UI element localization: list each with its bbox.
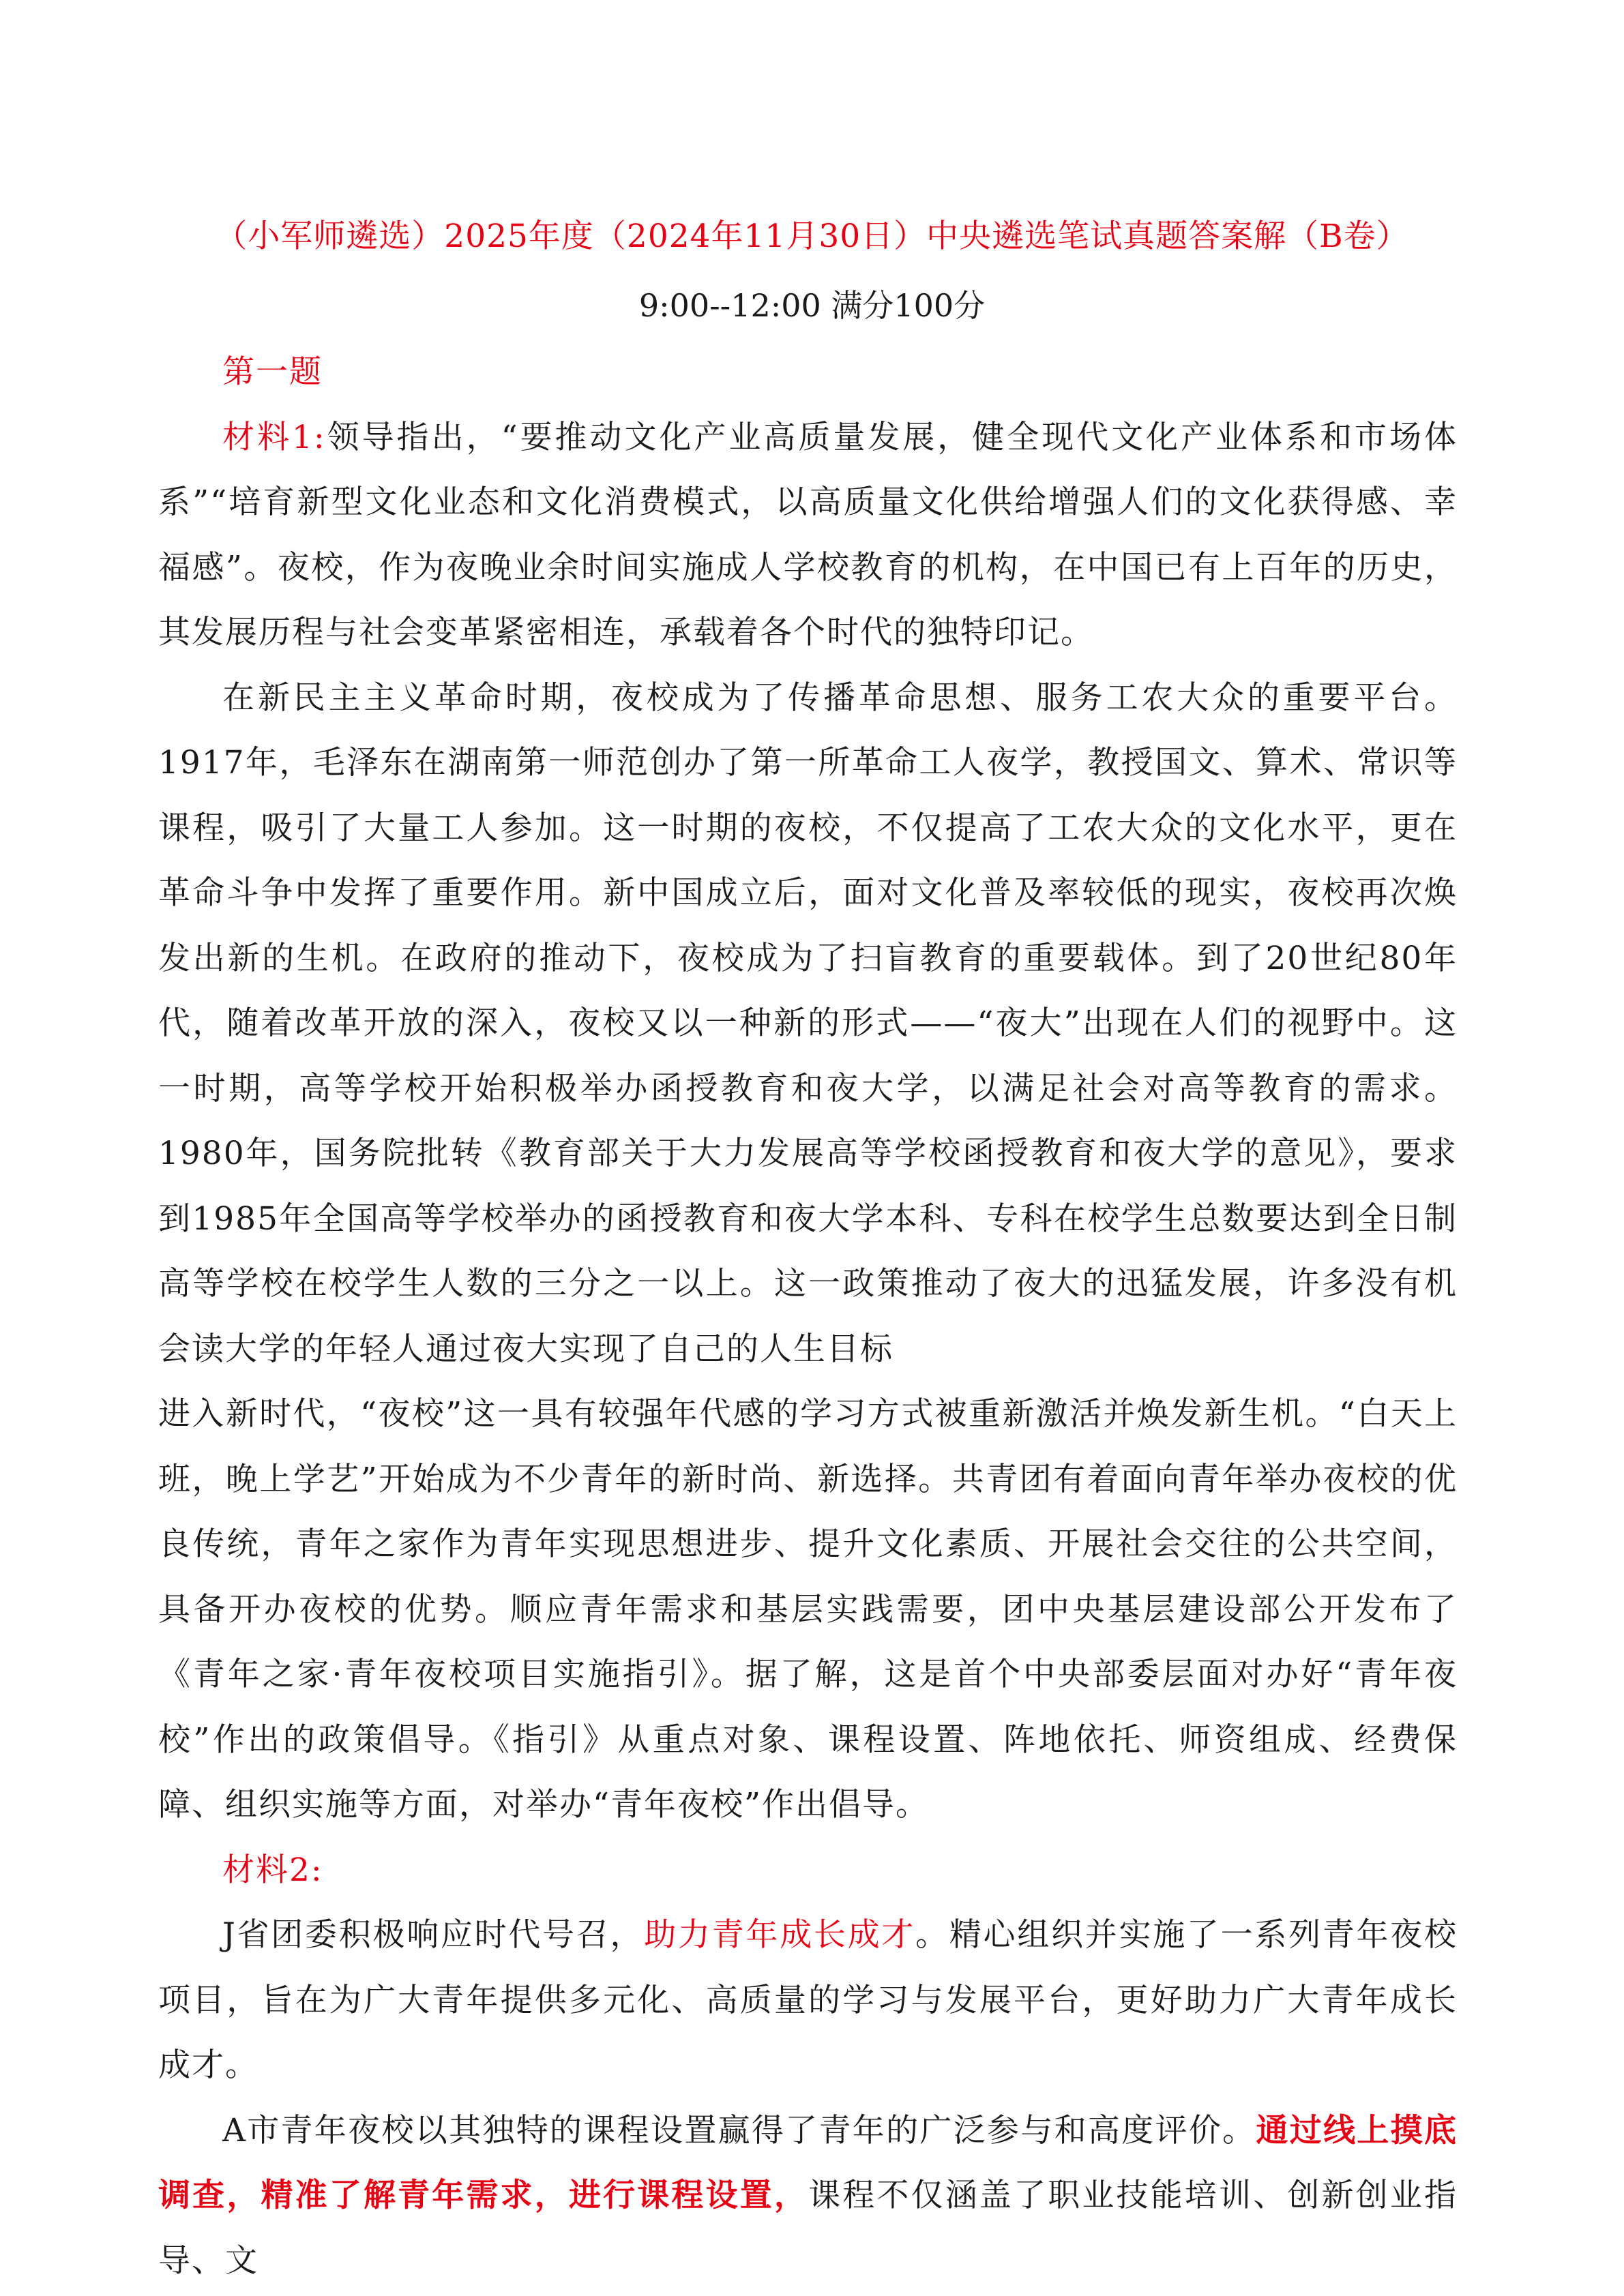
material1-p1-text: 领导指出，“要推动文化产业高质量发展，健全现代文化产业体系和市场体系”“培育新型文化业态和文化消费模式，以高质量文化供给增强人们的文化获得感、幸福感”。夜校，作为夜晚业余时间实施成人学校教育的机构，在中国已有上百年的历史，其发展历程与社会变革紧密相连，承载着各个时代的独特印记。 xyxy=(158,418,1458,651)
material2-p1-text-a: J省团委积极响应时代号召， xyxy=(222,1916,645,1954)
material2-p2-text-a: A市青年夜校以其独特的课程设置赢得了青年的广泛参与和高度评价。 xyxy=(222,2111,1256,2149)
material1-paragraph-2: 在新民主主义革命时期，夜校成为了传播革命思想、服务工农大众的重要平台。1917年，毛泽东在湖南第一师范创办了第一所革命工人夜学，教授国文、算术、常识等课程，吸引了大量工人参加。这一时期的夜校，不仅提高了工农大众的文化水平，更在革命斗争中发挥了重要作用。新中国成立后，面对文化普及率较低的现实，夜校再次焕发出新的生机。在政府的推动下，夜校成为了扫盲教育的重要载体。到了20世纪80年代，随着改革开放的深入，夜校又以一种新的形式——“夜大”出现在人们的视野中。这一时期，高等学校开始积极举办函授教育和夜大学，以满足社会对高等教育的需求。1980年，国务院批转《教育部关于大力发展高等学校函授教育和夜大学的意见》，要求到1985年全国高等学校举办的函授教育和夜大学本科、专科在校学生总数要达到全日制高等学校在校学生人数的三分之一以上。这一政策推动了夜大的迅猛发展，许多没有机会读大学的年轻人通过夜大实现了自己的人生目标 xyxy=(158,679,1458,1368)
material1-label: 材料1: xyxy=(222,418,326,456)
exam-time-and-score: 9:00--12:00 满分100分 xyxy=(638,287,986,324)
material2-paragraph-1 xyxy=(158,1903,1458,2098)
section-heading: 第一题 xyxy=(222,353,323,391)
document-title: （小军师遴选）2025年度（2024年11月30日）中央遴选笔试真题答案解（B卷） xyxy=(215,218,1409,255)
material2-p1-text-b: 。精心组织并实施了一系列青年夜校项目，旨在为广大青年提供多元化、高质量的学习与发展平台，更好助力广大青年成长成才。 xyxy=(158,1916,1458,2084)
material2-paragraph-2 xyxy=(158,2098,1458,2294)
material2-p2-text-b: 课程不仅涵盖了职业技能培训、创新创业指导、文 xyxy=(158,2177,1458,2280)
material2-p1-highlight: 助力青年成长成才 xyxy=(644,1916,916,1954)
material1-paragraph-1 xyxy=(158,405,1458,666)
material2-label: 材料2: xyxy=(222,1851,323,1889)
document-body xyxy=(158,340,1458,2293)
material1-paragraph-3: 进入新时代，“夜校”这一具有较强年代感的学习方式被重新激活并焕发新生机。“白天上班，晚上学艺”开始成为不少青年的新时尚、新选择。共青团有着面向青年举办夜校的优良传统，青年之家作为青年实现思想进步、提升文化素质、开展社会交往的公共空间，具备开办夜校的优势。顺应青年需求和基层实践需要，团中央基层建设部公开发布了《青年之家·青年夜校项目实施指引》。据了解，这是首个中央部委层面对办好“青年夜校”作出的政策倡导。《指引》从重点对象、课程设置、阵地依托、师资组成、经费保障、组织实施等方面，对举办“青年夜校”作出倡导。 xyxy=(158,1395,1458,1823)
material2-p2-highlight: 通过线上摸底调查，精准了解青年需求，进行课程设置， xyxy=(158,2111,1458,2214)
